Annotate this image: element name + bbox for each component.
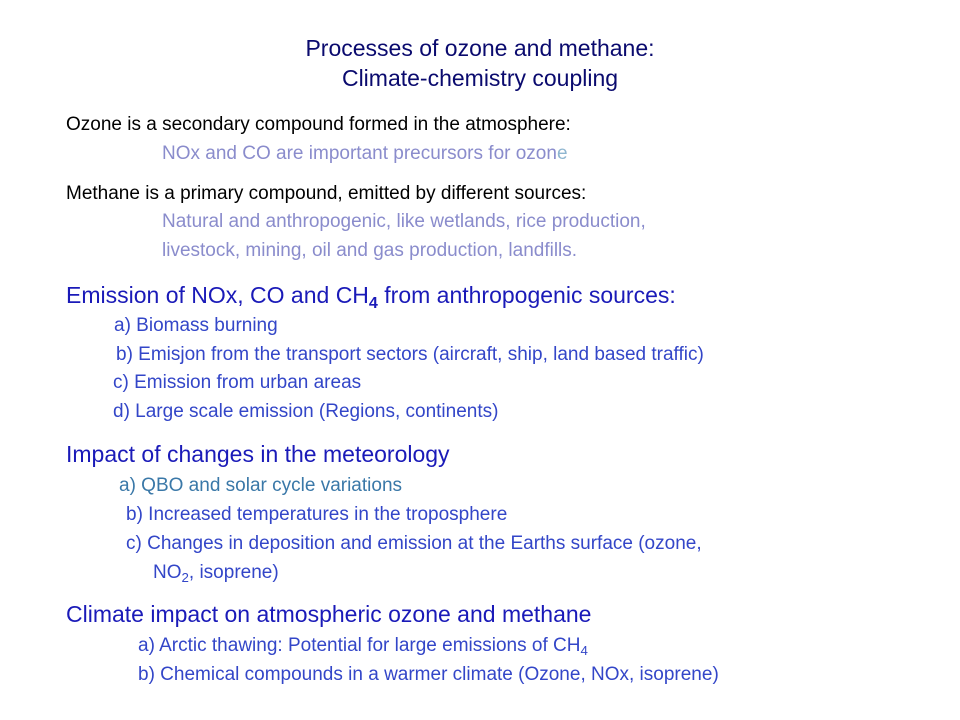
meteorology-item-b: b) Increased temperatures in the troposphere (126, 504, 508, 525)
methane-detail-line-1: Natural and anthropogenic, like wetlands, rice production, (162, 211, 646, 232)
meteorology-heading: Impact of changes in the meteorology (66, 441, 450, 467)
emission-heading-sub: 4 (368, 293, 378, 312)
emission-item-b: b) Emisjon from the transport sectors (aircraft, ship, land based traffic) (116, 344, 704, 365)
methane-detail-line-2: livestock, mining, oil and gas production, landfills. (162, 240, 578, 261)
climate-item-a (138, 635, 588, 657)
no2-post: , isoprene) (188, 562, 279, 583)
title-line-2: Climate-chemistry coupling (341, 65, 619, 91)
methane-heading: Methane is a primary compound, emitted by different sources: (66, 183, 587, 204)
climate-heading: Climate impact on atmospheric ozone and methane (66, 601, 592, 627)
meteorology-item-c-line-2 (153, 562, 279, 584)
emission-item-c: c) Emission from urban areas (113, 372, 362, 393)
emission-item-a: a) Biomass burning (114, 315, 278, 336)
meteorology-item-c-line-1: c) Changes in deposition and emission at the Earths surface (ozone, (126, 533, 702, 554)
ozone-detail (162, 143, 568, 165)
ozone-detail-main: NOx and CO are important precursors for ozon (162, 143, 557, 164)
no2-sub: 2 (181, 569, 189, 585)
ozone-detail-tail: e (556, 143, 568, 164)
emission-heading-post: from anthropogenic sources: (377, 282, 676, 308)
climate-item-a-sub: 4 (580, 642, 588, 658)
emission-item-d: d) Large scale emission (Regions, continents) (113, 401, 499, 422)
climate-item-a-text: a) Arctic thawing: Potential for large emissions of CH (138, 635, 581, 656)
ozone-heading: Ozone is a secondary compound formed in the atmosphere: (66, 114, 571, 135)
emission-heading (66, 282, 676, 312)
emission-heading-pre: Emission of NOx, CO and CH (66, 282, 369, 308)
climate-item-b: b) Chemical compounds in a warmer climate (Ozone, NOx, isoprene) (138, 664, 719, 685)
title-line-1: Processes of ozone and methane: (305, 35, 655, 61)
no2-pre: NO (153, 562, 182, 583)
meteorology-item-a: a) QBO and solar cycle variations (119, 475, 403, 496)
